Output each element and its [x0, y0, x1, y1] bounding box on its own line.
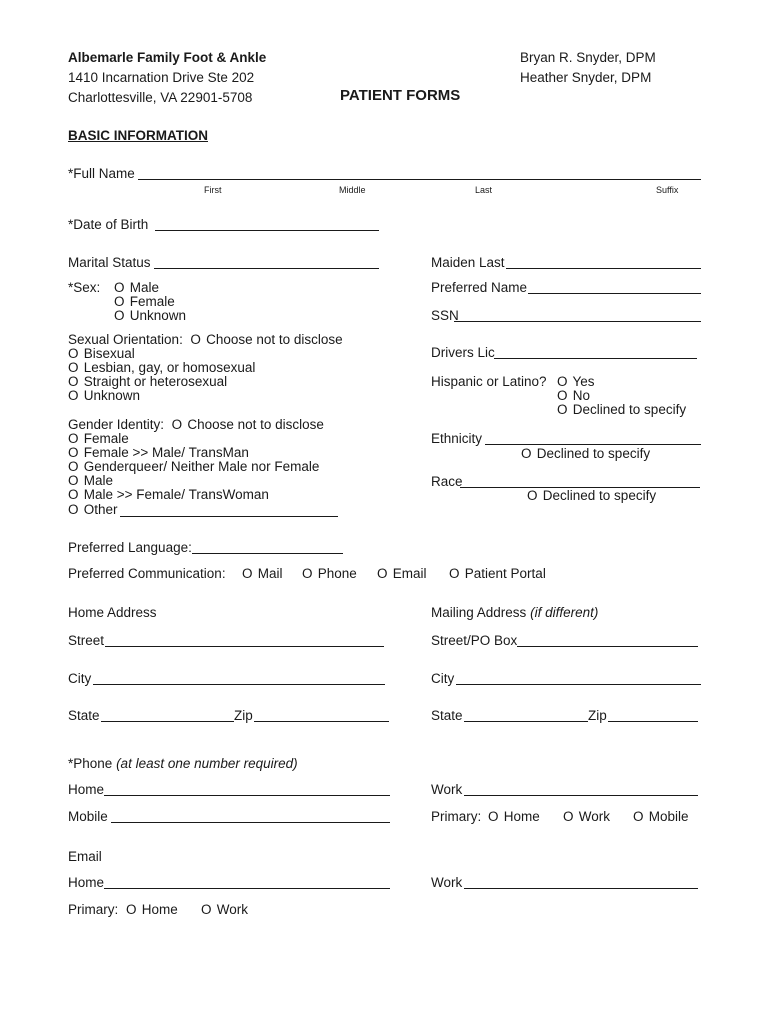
- mailing-city-label: City: [431, 671, 455, 686]
- maiden-last-field[interactable]: [506, 268, 701, 269]
- hispanic-label: Hispanic or Latino?: [431, 374, 547, 389]
- gender-option-female[interactable]: O Female: [68, 431, 129, 446]
- ethnicity-declined-option[interactable]: O Declined to specify: [521, 446, 651, 461]
- preferred-language-label: Preferred Language:: [68, 540, 192, 555]
- full-name-middle-caption: Middle: [339, 185, 366, 195]
- doctor-1: Bryan R. Snyder, DPM: [520, 50, 656, 65]
- hispanic-option-yes[interactable]: O Yes: [557, 374, 595, 389]
- practice-address-line1: 1410 Incarnation Drive Ste 202: [68, 70, 255, 85]
- form-title: PATIENT FORMS: [340, 87, 461, 104]
- mailing-city-field[interactable]: [456, 684, 701, 685]
- orientation-option-straight[interactable]: O Straight or heterosexual: [68, 374, 228, 389]
- home-state-label: State: [68, 708, 100, 723]
- email-home-field[interactable]: [104, 888, 390, 889]
- practice-address-line2: Charlottesville, VA 22901-5708: [68, 90, 253, 105]
- gender-option-male[interactable]: O Male: [68, 473, 114, 488]
- ethnicity-field[interactable]: [485, 444, 701, 445]
- mailing-zip-label: Zip: [588, 708, 607, 723]
- ssn-field[interactable]: [454, 321, 701, 322]
- comm-option-phone[interactable]: O Phone: [302, 566, 357, 581]
- full-name-first-caption: First: [204, 185, 222, 195]
- preferred-name-label: Preferred Name: [431, 280, 528, 295]
- phone-primary-option-mobile[interactable]: O Mobile: [633, 809, 689, 824]
- gender-identity-label: Gender Identity: O Choose not to disclose: [68, 417, 324, 432]
- gender-option-genderqueer[interactable]: O Genderqueer/ Neither Male nor Female: [68, 459, 320, 474]
- phone-mobile-label: Mobile: [68, 809, 108, 824]
- email-primary-label: Primary:: [68, 902, 119, 917]
- sex-label: *Sex:: [68, 280, 101, 295]
- email-work-label: Work: [431, 875, 463, 890]
- mailing-state-label: State: [431, 708, 463, 723]
- mailing-state-field[interactable]: [464, 721, 588, 722]
- comm-option-patient-portal[interactable]: O Patient Portal: [449, 566, 546, 581]
- email-work-field[interactable]: [464, 888, 698, 889]
- full-name-suffix-caption: Suffix: [656, 185, 679, 195]
- sex-option-unknown[interactable]: O Unknown: [114, 308, 187, 323]
- section-title: BASIC INFORMATION: [68, 128, 208, 143]
- home-state-field[interactable]: [101, 721, 234, 722]
- marital-status-label: Marital Status: [68, 255, 151, 270]
- mailing-street-field[interactable]: [517, 646, 698, 647]
- preferred-name-field[interactable]: [528, 293, 701, 294]
- full-name-label: *Full Name: [68, 166, 135, 181]
- sex-option-female[interactable]: O Female: [114, 294, 175, 309]
- home-zip-label: Zip: [234, 708, 253, 723]
- home-street-field[interactable]: [105, 646, 384, 647]
- mailing-street-label: Street/PO Box: [431, 633, 518, 648]
- ssn-label: SSN: [431, 308, 459, 323]
- race-declined-option[interactable]: O Declined to specify: [527, 488, 657, 503]
- race-label: Race: [431, 474, 463, 489]
- mailing-address-heading: Mailing Address (if different): [431, 605, 599, 620]
- ethnicity-label: Ethnicity: [431, 431, 483, 446]
- email-primary-option-home[interactable]: O Home: [126, 902, 178, 917]
- maiden-last-label: Maiden Last: [431, 255, 505, 270]
- practice-name: Albemarle Family Foot & Ankle: [68, 50, 267, 65]
- phone-work-field[interactable]: [464, 795, 698, 796]
- hispanic-option-no[interactable]: O No: [557, 388, 591, 403]
- sex-option-male[interactable]: O Male: [114, 280, 160, 295]
- phone-primary-label: Primary:: [431, 809, 482, 824]
- email-primary-option-work[interactable]: O Work: [201, 902, 249, 917]
- phone-primary-option-work[interactable]: O Work: [563, 809, 611, 824]
- preferred-communication-label: Preferred Communication:: [68, 566, 226, 581]
- full-name-last-caption: Last: [475, 185, 493, 195]
- home-city-label: City: [68, 671, 92, 686]
- drivers-license-label: Drivers Lic: [431, 345, 495, 360]
- dob-field[interactable]: [155, 230, 379, 231]
- home-city-field[interactable]: [93, 684, 385, 685]
- comm-option-email[interactable]: O Email: [377, 566, 427, 581]
- orientation-option-unknown[interactable]: O Unknown: [68, 388, 141, 403]
- mailing-zip-field[interactable]: [608, 721, 698, 722]
- phone-home-field[interactable]: [104, 795, 390, 796]
- preferred-language-field[interactable]: [192, 553, 343, 554]
- email-heading: Email: [68, 849, 102, 864]
- hispanic-option-declined[interactable]: O Declined to specify: [557, 402, 687, 417]
- full-name-field[interactable]: [138, 179, 701, 180]
- gender-other-field[interactable]: [120, 516, 338, 517]
- phone-home-label: Home: [68, 782, 105, 797]
- dob-label: *Date of Birth: [68, 217, 149, 232]
- phone-work-label: Work: [431, 782, 463, 797]
- email-home-label: Home: [68, 875, 105, 890]
- phone-primary-option-home[interactable]: O Home: [488, 809, 540, 824]
- doctor-2: Heather Snyder, DPM: [520, 70, 652, 85]
- sexual-orientation-label: Sexual Orientation: O Choose not to disclose: [68, 332, 343, 347]
- comm-option-mail[interactable]: O Mail: [242, 566, 283, 581]
- orientation-option-bisexual[interactable]: O Bisexual: [68, 346, 135, 361]
- drivers-license-field[interactable]: [494, 358, 697, 359]
- phone-heading: *Phone (at least one number required): [68, 756, 298, 771]
- home-address-heading: Home Address: [68, 605, 157, 620]
- phone-mobile-field[interactable]: [111, 822, 390, 823]
- gender-option-other[interactable]: O Other: [68, 502, 118, 517]
- marital-status-field[interactable]: [154, 268, 379, 269]
- home-zip-field[interactable]: [254, 721, 389, 722]
- home-street-label: Street: [68, 633, 105, 648]
- orientation-option-lesbian-gay[interactable]: O Lesbian, gay, or homosexual: [68, 360, 256, 375]
- gender-option-transwoman[interactable]: O Male >> Female/ TransWoman: [68, 487, 269, 502]
- gender-option-transman[interactable]: O Female >> Male/ TransMan: [68, 445, 249, 460]
